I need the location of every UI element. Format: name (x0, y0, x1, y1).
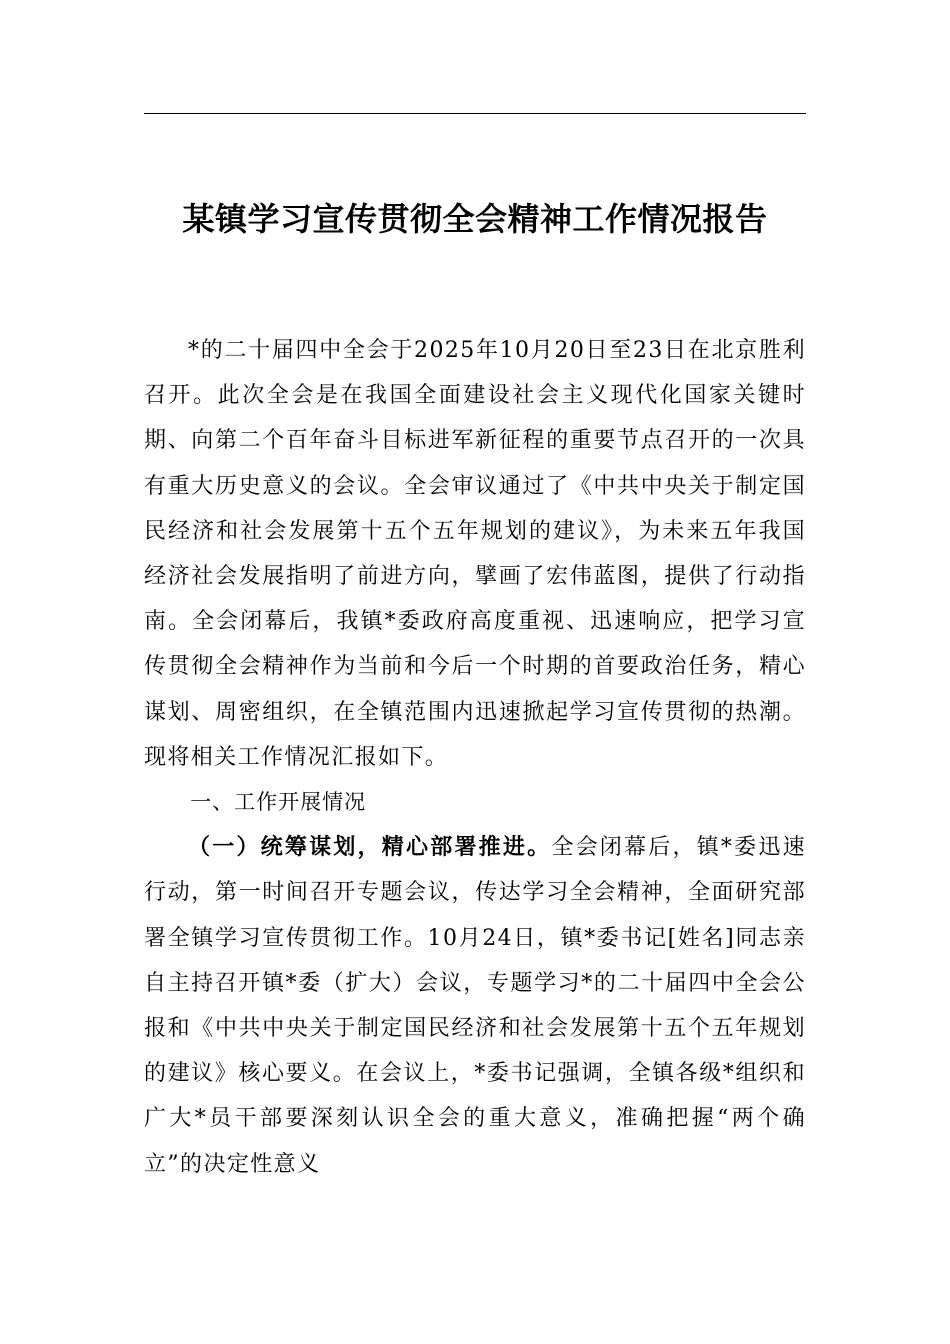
document-title: 某镇学习宣传贯彻全会精神工作情况报告 (182, 200, 768, 238)
intro-paragraph: *的二十届四中全会于2025年10月20日至23日在北京胜利召开。此次全会是在我国全面建设社会主义现代化国家关键时期、向第二个百年奋斗目标进军新征程的重要节点召开的一次具有重大历史意义的会议。全会审议通过了《中共中央关于制定国民经济和社会发展第十五个五年规划的建议》，为未来五年我国经济社会发展指明了前进方向，擘画了宏伟蓝图，提供了行动指南。全会闭幕后，我镇*委政府高度重视、迅速响应，把学习宣传贯彻全会精神作为当前和今后一个时期的首要政治任务，精心谋划、周密组织，在全镇范围内迅速掀起学习宣传贯彻的热潮。现将相关工作情况汇报如下。 (144, 338, 806, 770)
section-heading-work-progress: 一、工作开展情况 (190, 790, 367, 815)
subsection-text: 全会闭幕后，镇*委迅速行动，第一时间召开专题会议，传达学习全会精神，全面研究部署全镇学习宣传贯彻工作。10月24日，镇*委书记[姓名]同志亲自主持召开镇*委（扩大）会议，专题学习*的二十届四中全会公报和《中共中央关于制定国民经济和社会发展第十五个五年规划的建议》核心要义。在会议上，*委书记强调，全镇各级*组织和广大*员干部要深刻认识全会的重大意义，准确把握“两个确立”的决定性意义 (144, 835, 806, 1177)
subsection-paragraph-planning (144, 825, 806, 1187)
subsection-lead: （一）统筹谋划，精心部署推进。 (188, 834, 552, 861)
header-rule (144, 113, 806, 114)
document-body (144, 328, 806, 1187)
